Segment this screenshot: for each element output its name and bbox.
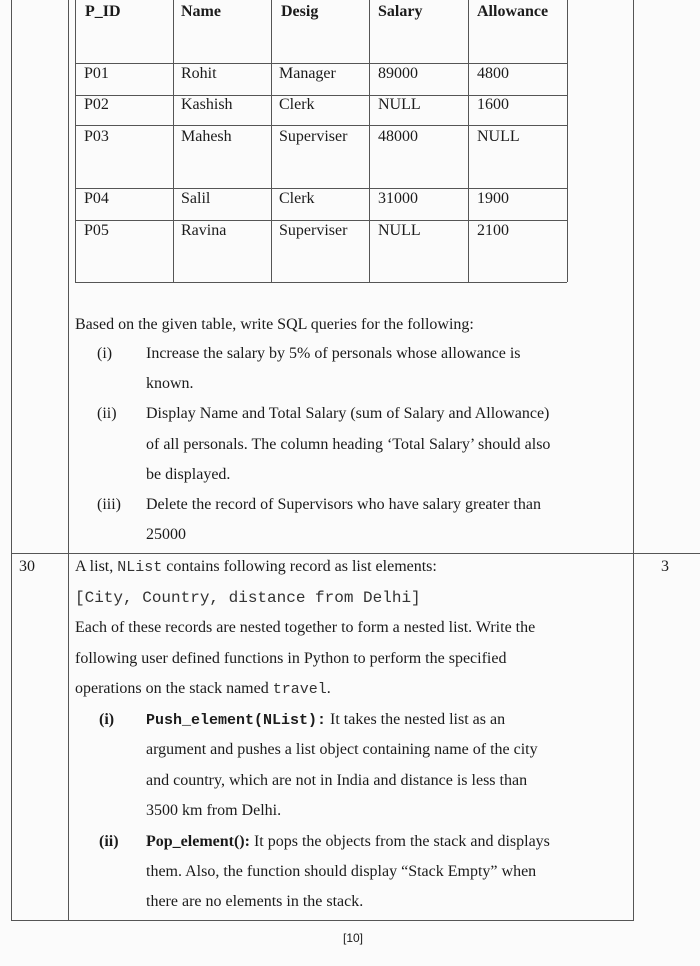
q30-part1-head-line: Push_element(NList): It takes the nested list as an — [146, 711, 506, 729]
q30-part2-head-line: Pop_element(): It pops the objects from the stack and displays — [146, 833, 550, 850]
q29-part-number: (iii) — [97, 496, 121, 513]
table-header: Allowance — [477, 3, 549, 20]
q29-intro: Based on the given table, write SQL queries for the following: — [75, 316, 474, 333]
table-cell: 31000 — [378, 190, 418, 207]
table-cell: 2100 — [477, 222, 509, 239]
table-cell: NULL — [378, 222, 421, 239]
q29-part-line: Display Name and Total Salary (sum of Salary and Allowance) — [146, 405, 550, 422]
q30-part-line: them. Also, the function should display “Stack Empty” when — [146, 863, 537, 880]
q29-part-line: Delete the record of Supervisors who have salary greater than — [146, 496, 541, 513]
q29-part-line: be displayed. — [146, 466, 231, 483]
frame-bottom-border — [11, 920, 634, 921]
table-cell: Kashish — [181, 96, 233, 113]
q30-line-1: A list, NList contains following record as list elements: — [75, 558, 437, 576]
table-cell: 1900 — [477, 190, 509, 207]
table-cell: Salil — [181, 190, 211, 207]
table-cell: NULL — [378, 96, 421, 113]
code-nlist: NList — [117, 559, 163, 576]
table-cell: 4800 — [477, 65, 509, 82]
table-cell: Clerk — [279, 96, 315, 113]
code-travel: travel — [272, 681, 327, 698]
table-cell: Superviser — [279, 222, 348, 239]
q30-line-4: following user defined functions in Python to perform the specified — [75, 650, 507, 667]
table-header: Salary — [378, 3, 423, 20]
q30-part-number: (i) — [99, 711, 115, 728]
pop-element-label: Pop_element(): — [146, 833, 250, 850]
table-cell: Rohit — [181, 65, 217, 82]
code-push-element: Push_element(NList): — [146, 712, 327, 729]
table-cell: Clerk — [279, 190, 315, 207]
table-cell: 89000 — [378, 65, 418, 82]
table-header: Name — [181, 3, 221, 20]
page-number: [10] — [343, 931, 364, 945]
q30-part-line: 3500 km from Delhi. — [146, 802, 282, 819]
table-cell: Superviser — [279, 128, 348, 145]
table-cell: Mahesh — [181, 128, 232, 145]
frame-marks-divider — [633, 0, 634, 920]
table-cell: Manager — [279, 65, 336, 82]
table-cell: Ravina — [181, 222, 227, 239]
q29-part-number: (ii) — [97, 405, 117, 422]
table-cell: P04 — [84, 190, 109, 207]
table-cell: P03 — [84, 128, 109, 145]
q30-line-3: Each of these records are nested together to form a nested list. Write the — [75, 619, 536, 636]
q30-part-number: (ii) — [99, 833, 119, 850]
q29-part-line: of all personals. The column heading ‘Total Salary’ should also — [146, 436, 551, 453]
table-header: P_ID — [85, 3, 121, 20]
table-cell: P05 — [84, 222, 109, 239]
frame-left-border — [11, 0, 12, 920]
question-number: 30 — [19, 558, 35, 575]
table-cell: NULL — [477, 128, 520, 145]
q30-record-format: [City, Country, distance from Delhi] — [75, 589, 421, 607]
q29-part-line: 25000 — [146, 526, 186, 543]
question-marks: 3 — [661, 558, 669, 575]
q30-part-line: and country, which are not in India and distance is less than — [146, 772, 528, 789]
question-separator — [11, 553, 700, 554]
q29-part-number: (i) — [97, 345, 113, 362]
q30-part-line: argument and pushes a list object containing name of the city — [146, 741, 538, 758]
q30-line-5: operations on the stack named travel. — [75, 680, 331, 698]
table-cell: P01 — [84, 65, 109, 82]
table-header: Desig — [281, 3, 319, 20]
q29-part-line: Increase the salary by 5% of personals whose allowance is — [146, 345, 521, 362]
q29-part-line: known. — [146, 375, 194, 392]
table-cell: 1600 — [477, 96, 509, 113]
frame-col-divider — [68, 0, 69, 920]
q30-part-line: there are no elements in the stack. — [146, 893, 364, 910]
table-cell: P02 — [84, 96, 109, 113]
table-cell: 48000 — [378, 128, 418, 145]
